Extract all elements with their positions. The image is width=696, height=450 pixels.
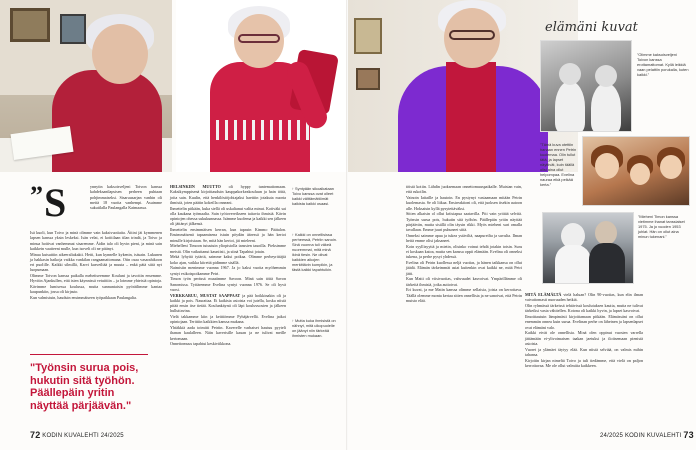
paragraph: VERKKARUU, MUSTAT SAAPPAAT ja pää hoikkinakin oli ja kaikki ja pois. Naurattaa. Ei kaikista asioista voi jutella, koska niistä pitää ensin itse tietää. Koulunkäynti oli läpi kouluvuosien ja jälkeen hulluttavina. (170, 292, 286, 314)
article-column-1a (90, 184, 162, 211)
paragraph: Vainoin Iaitaille ja hautoin. En pystynyt vastaamaan mitään Petrin kuolemasta. Se oli liikaa. Ensireaktioni oli, että juoksen itsekin autoon alle. Hoksaisin kyllä pysytettäväksi. (406, 195, 522, 211)
paragraph: Vielä takkamme kiin ja keittiömme Pyhäjärvellä. Evelina jatkoi opintojaan. Terittiin kaikkien kanssa mukana. (170, 314, 286, 325)
article-column-3 (406, 184, 522, 304)
paragraph: Ilmoittautuin lämpimästi kirjoittamaan pitkään. Elämässäni on ollut enemmän onnea kuin surua. Evelinan perhe on läheinen ja lapsenlapset ovat elämäni valo. (525, 314, 643, 330)
paragraph: Yhtäkkiä aada toimitti Petriin. Kaverelle varhaiset hautuu pyyteli ihanan kaulalleen. Näin kaverisille kauan ja ne tulivat meille kertomaan. (170, 325, 286, 341)
paragraph: Kun Matti oli viisivuotias, vahvuudet kasvoivat. Ympärillämme oli tärkeitä ihmisiä, jotka auttoivat. (406, 276, 522, 287)
magazine-footer: 24/2025 KODIN KUVALEHTI (600, 433, 682, 439)
photo-woman-reading (0, 0, 172, 172)
photo-woman-holding-sweater (176, 0, 348, 172)
section-heading: HELSINKIIN MUUTTO (170, 184, 221, 189)
section-heading: VERKKARUU, MUSTAT SAAPPAAT (170, 292, 241, 298)
sidebar-caption-2: "Tämä kuva otettiin hanaan ennen Petrin kuolemaa. Olin tullut tätä, ja lapset näyttivät, kuin täällä olisi aina ollut helpompaa. Evelina nauraa eikä pelkää kerta." (540, 142, 577, 187)
paragraph: Olimme Toivon kanssa paikalla meheitseemme Kouluni ja tavoitin ensemme. Hyvitin Ajankullen, että isien käynnissä vetuittiin – ja loimme yhteisiä opintoja. Kävimme lumisessa koulussa, mutta sunnuntaisin pyöräilimme kantaa kaupunkiin, jossa oli kirjasto. (30, 273, 162, 294)
right-folio (600, 431, 694, 440)
paragraph: Ihmettelin pitkään, kuka siellä oli uskaltanut valita minut. Kotiväki sai olla kaukana työmaalta. Sain työtovereikseen taitavia ihmisiä. Kävin opintojen ohessa sukukunnassa. Isämme kuolema ja kaikki sen jälkeen oli jättänyt jälkensä. (170, 205, 286, 227)
photo-family-children (582, 136, 690, 206)
paragraph: Miehelleni Timoon tutustuin yliopistolla tanssien tauoilla. Pieksimme meistä. Olin vaikuttanut kauniisti, ja siinä Tapahtui jotain. (170, 243, 286, 254)
paragraph: Isä kuoli, kun Toivo ja minä olimme vain kaksivuotiaita. Äitini jäi kymmenen lapsen kanssa yksin leskeksi. Isän velat, ei kotitilaan tilan trindä, ja Toivo ja minua hoitivat vanhemmat sisaremme. Äidin talo oli hyvin pieni, ja minä sain kaikkein vaatteeni mulle, kun isoveli oli ne pitänyt. (30, 230, 162, 251)
sidebar-title: elämäni kuvat (545, 20, 638, 35)
drop-cap: S (44, 180, 67, 225)
pullquote-rule (30, 354, 148, 355)
paragraph: Kun valmistuin, hauduin ensimmäiseen työpaikkaan Paulangalta. (30, 294, 137, 300)
left-folio (30, 431, 124, 440)
photo-caption-3: ↑ Mutta kuka ihmisistä on nähnyt, mitä ulkopuolelle on jäänyt niin tärkeää ihmisten mukaan. (292, 318, 336, 338)
paragraph: Mekä lyhyitä tytärtä, saimme kaksi poikaa. Olimme perheyrittäjiä koko ajan, vaikka kiirettä pidimme sisällä. (170, 254, 286, 265)
paragraph: HELSINKIIN MUUTTO oli hyppy tuntemattomaan. Kaksikymppisenä kirjoittauduin kauppakorkeakouluun ja hain töitä, joita sain. Kuulin, että henkilöstöjohtajaksi haettiin jotakuta nuorta ihmistä, joten päätin kokeilla onneani. (170, 184, 287, 205)
paragraph: Koin syyllisyyttä ja mietin, olisinko voinut tehdä jotakin toisin. Suru ei koskaan katoa, mutta sen kanssa oppii elämään. Evelina oli onneksi tukena, ja perhe pysyi yhdessä. (406, 243, 522, 260)
magazine-footer: KODIN KUVALEHTI 24/2025 (42, 433, 124, 439)
paragraph: Evelina oli Petrin kuollessa neljä vuotias, ja hänen taikkansa on ollut jäädä. Elämän tärkeimmät asiat kuitenkin ovat kaikki ne, mitä Petri jätti. (406, 260, 522, 276)
article-column-1b (30, 230, 162, 300)
sidebar-caption-1: "Olimme kaksoisveljeni Toivon kanssa erottamattomat. Kyllä leikkiä vaan pelattiin porukalla, kuten kaikki." (637, 52, 689, 77)
paragraph: Sitten alkaisin ol ollut kriisiapua saatavilla. Piti vain yrittää selvitä. Työnsin surua pois, hukutin sitä työhön. Päällepäin yritin näyttää pärjäävän, mutta sisällä olin täysin rikki. Myös mieheni suri omalla tavallaan. Emme juuri puhuneet siitä. (406, 211, 522, 232)
section-heading: MITÄ ELÄMÄLTÄ (525, 292, 562, 297)
page-number: 72 (30, 430, 41, 440)
paragraph: MITÄ ELÄMÄLTÄ vielä haluan? Olin 90-vuotias, kun elin ilman vaivattomasti nuoruuden hetkiä. (525, 292, 643, 303)
paragraph: ynnytin kaksoisveljeni Toivon kanssa kahdeksantlapsisen perheen puhtaan pohjimmaiseksi. Sisaruusarjan vanhin oli meitä 18 vuotta vanhempi. Asuimme sukutilalla Paulangalla Kaimaassa. (90, 184, 162, 210)
paragraph: töistä kotiin. Lähdin juoksemaan onnettomuuspaikalle. Muistan vain, että rukoilin. (406, 184, 522, 195)
photo-caption-2: ↑ Kaikki on onnellisissa perheessä, Petriin sanoin. Sinä vuonna tuli väkeä nuoremmat, mitä minä ikinä tiesin. Ne olivat kaikkien aikojen merkittävin kumpikin, ja tästä kaikki tapahtuikin. (292, 232, 337, 272)
article-column-2 (170, 184, 286, 347)
page-number: 73 (683, 430, 694, 440)
paragraph: Ihmettelin ensimmäisen kerran, kun tapasin Kimmo Päätalon. Ensimmäisenä tapaamisena istuin pöydän ääressä ja hän kertoi minulle kirjoistaan. Se, mitä hän kertoi, jäi mieleeni. (170, 227, 286, 243)
paragraph: Olin ryhmässä tärkeissä tehtävissä koulutuksen kautta, mutta ne tulivat tärkeiksi vasta vähitellen. Kotona oli kaikki hyvin, ja lapset kasvoivat. (525, 303, 643, 314)
paragraph: Eri kuvat, ja me Matin kanssa olimme sellaisia, joista on kerrottava. Täällä olemme monta kertaa sitten onnellisia ja ne sanoivat, että Petrin muisto elää. (406, 287, 522, 303)
photo-couple-wedding (542, 212, 634, 284)
photo-twins-childhood (540, 40, 632, 132)
paragraph: Minua kutsuttiin aikeeraliakakti. Hetti, kun kynnelle kykenin, isäsain. Lukunen ja hakkasin haikoja vaikka vankilan rangaamattomana. Otin osaa vasarahikoon eri puolille. Kaikki silmillä, Karvi kasveiltää ja muuta – enkä pätä siitä nyt luopumaan. (30, 251, 162, 273)
article-column-4 (525, 292, 643, 369)
pullquote: "Työnsin surua pois, hukutin sitä työhön. Päällepäin yritin näyttää pärjäävän." (30, 362, 139, 412)
paragraph: Kaikki eivät ole onnellisia. Minä olen oppinut vuosien varrella jättämään ei-ylivoimaisen taakan jaetuksi ja iloitsemaan pienistä asioista. (525, 330, 643, 346)
photo-caption-1: ↑ Syntyään sikoaikataan Toivo kanssa ovat olleet kaikki välttämättömät kaikista kaikki osaasi. (292, 186, 334, 206)
open-quote-mark: ” (30, 181, 43, 210)
paragraph: Kirjoitin kirjan nimeltä Toivo ja tuli tiedämme, että vielä on paljon kerrottavaa. Me ole ollut valmiita kaikkeen. (525, 357, 643, 368)
paragraph: Onnettomuus tapahtui keskiviikkona. (170, 341, 232, 347)
paragraph: Naimisiin menimme vuonna 1967. Ja jo kaksi vuotta myöhemmin syntyi esikoispoikamme Petri. (170, 265, 286, 276)
sidebar-caption-3: "Mieheni Timon kanssa vietimme ihanat tanssiaiset 1975. Ja jo vuoden 1953 juhlat. Hän on ollut aina minun tukenani." (638, 214, 685, 239)
paragraph: Onneksi saimme apua ja tukea ystäviltä, naapureilta ja suvulta. Ilman heitä emme olisi jaksaneet. (406, 232, 522, 243)
paragraph: Timon työn perässä muutimme Savoon. Minä sain töitä Savon Sanomissa. Tyttäremme Evelina syntyi vuonna 1976. Se oli hyvä vuosi. (170, 276, 286, 292)
paragraph: Vuoret ja ylämäet täytyy elää. Kun niistä selviää, on valmis mihin tahansa. (525, 346, 643, 357)
